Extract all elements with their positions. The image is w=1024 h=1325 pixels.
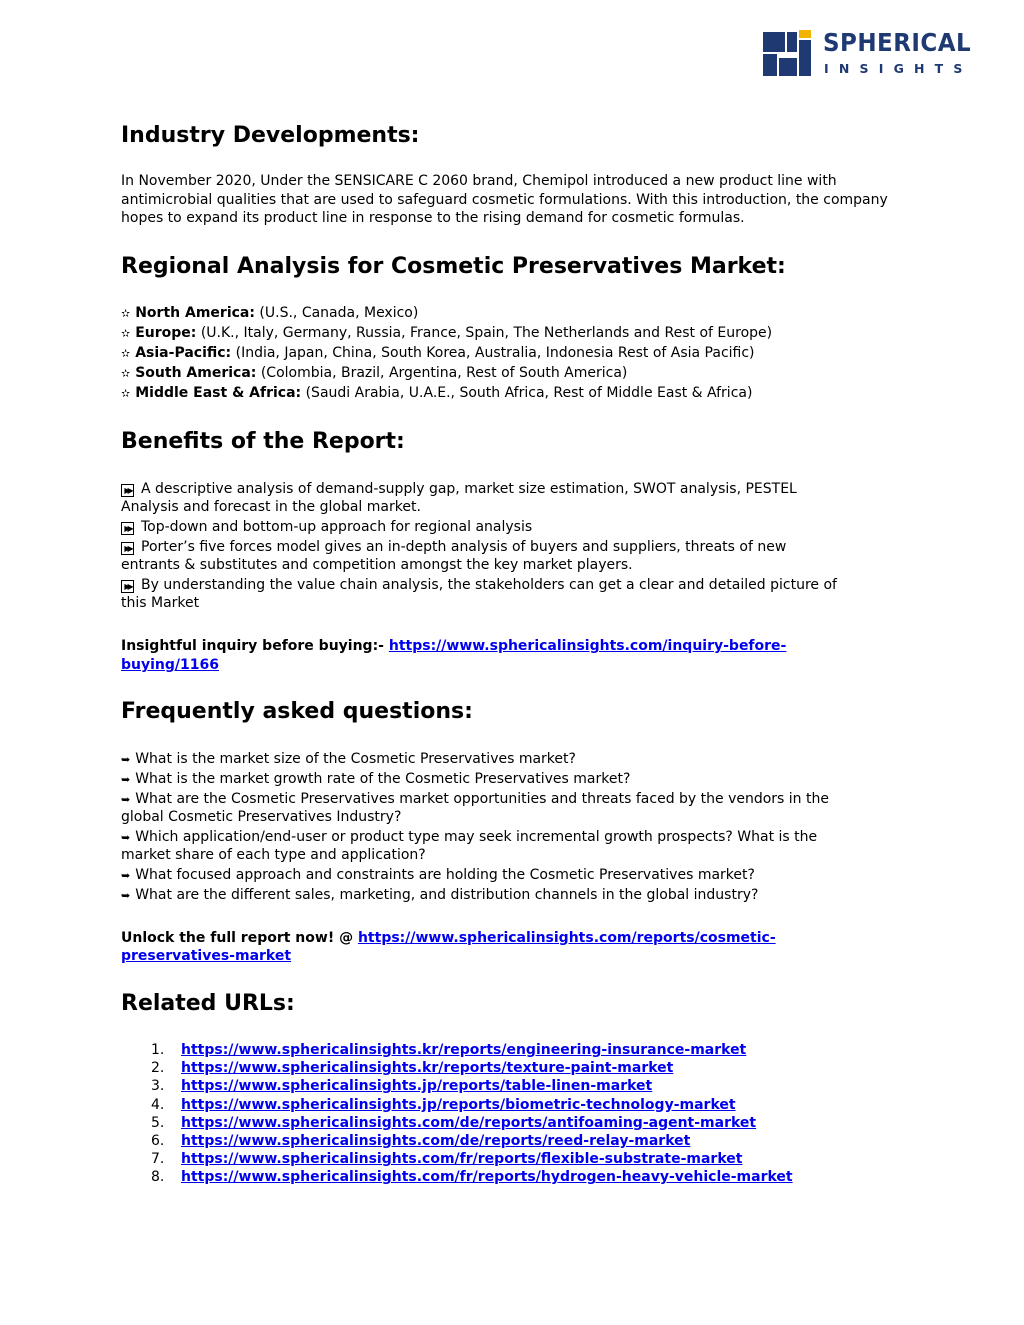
related-url-link[interactable]: https://www.sphericalinsights.kr/reports/engineering-insurance-market — [181, 1042, 747, 1058]
region-countries: (U.S., Canada, Mexico) — [254, 305, 419, 321]
related-url-link[interactable]: https://www.sphericalinsights.com/fr/reports/hydrogen-heavy-vehicle-market — [181, 1169, 793, 1186]
arrow-bullet-icon: ➥ — [121, 831, 131, 844]
unlock-line-2 — [121, 947, 291, 965]
faq-question-continued: global Cosmetic Preservatives Industry? — [121, 809, 402, 825]
star-bullet-icon: ✫ — [121, 347, 131, 360]
faq-item — [121, 770, 630, 789]
benefit-text: A descriptive analysis of demand-supply gap, market size estimation, SWOT analysis, PESTEL — [141, 481, 797, 497]
arrow-bullet-icon: ➥ — [121, 773, 131, 786]
related-url-link[interactable]: https://www.sphericalinsights.com/fr/reports/flexible-substrate-market — [181, 1151, 743, 1168]
region-countries: (India, Japan, China, South Korea, Australia, Indonesia Rest of Asia Pacific) — [231, 345, 755, 361]
benefit-text: Top-down and bottom-up approach for regional analysis — [141, 519, 533, 535]
arrow-bullet-icon: ➥ — [121, 889, 131, 902]
region-name: Middle East & Africa: — [135, 385, 302, 401]
star-bullet-icon: ✫ — [121, 387, 131, 400]
region-countries: (Colombia, Brazil, Argentina, Rest of South America) — [256, 365, 628, 381]
fast-forward-icon: ▶▶ — [121, 522, 134, 535]
related-heading: Related URLs: — [121, 991, 295, 1016]
faq-heading: Frequently asked questions: — [121, 699, 473, 724]
related-url-number: 2. — [151, 1060, 165, 1077]
unlock-link-continued[interactable]: preservatives-market — [121, 948, 292, 964]
related-url-item — [121, 1150, 793, 1168]
industry-paragraph: In November 2020, Under the SENSICARE C 2060 brand, Chemipol introduced a new product line with antimicrobial qualities that are used to safeguard cosmetic formulations. With this introduction, the company hopes to expand its product line in response to the rising demand for cosmetic formulas. — [121, 173, 888, 226]
region-countries: (U.K., Italy, Germany, Russia, France, Spain, The Netherlands and Rest of Europe) — [196, 325, 773, 341]
related-urls-list — [121, 1041, 793, 1187]
related-url-item — [121, 1096, 793, 1114]
unlock-label: Unlock the full report now! @ — [121, 930, 358, 946]
fast-forward-icon: ▶▶ — [121, 580, 134, 593]
faq-item — [121, 886, 758, 905]
related-url-link[interactable]: https://www.sphericalinsights.kr/reports/texture-paint-market — [181, 1060, 674, 1077]
star-bullet-icon: ✫ — [121, 367, 131, 380]
related-url-number: 7. — [151, 1151, 165, 1168]
related-url-link[interactable]: https://www.sphericalinsights.com/de/reports/antifoaming-agent-market — [181, 1114, 757, 1131]
faq-item — [121, 790, 829, 809]
benefit-text-continued: entrants & substitutes and competition amongst the key market players. — [121, 557, 633, 573]
faq-question: What is the market size of the Cosmetic Preservatives market? — [135, 751, 576, 767]
fast-forward-icon: ▶▶ — [121, 542, 134, 555]
regional-item — [121, 304, 418, 323]
region-name: Asia-Pacific: — [135, 345, 232, 361]
brand-logo — [763, 30, 978, 78]
regional-heading: Regional Analysis for Cosmetic Preservatives Market: — [121, 254, 786, 279]
related-url-item — [121, 1168, 793, 1186]
related-url-number: 3. — [151, 1078, 165, 1095]
related-url-number: 5. — [151, 1114, 165, 1131]
benefit-text-continued: Analysis and forecast in the global market. — [121, 499, 421, 515]
related-url-link[interactable]: https://www.sphericalinsights.jp/reports/table-linen-market — [181, 1078, 653, 1095]
related-url-number: 1. — [151, 1042, 165, 1058]
regional-item — [121, 344, 755, 363]
related-url-number: 4. — [151, 1096, 165, 1113]
related-url-link[interactable]: https://www.sphericalinsights.jp/reports/biometric-technology-market — [181, 1096, 736, 1113]
faq-question: What are the Cosmetic Preservatives market opportunities and threats faced by the vendors in the — [135, 791, 829, 807]
star-bullet-icon: ✫ — [121, 307, 131, 320]
faq-item — [121, 866, 755, 885]
faq-question: Which application/end-user or product type may seek incremental growth prospects? What is the — [135, 829, 818, 845]
faq-item — [121, 828, 817, 847]
faq-question: What focused approach and constraints are holding the Cosmetic Preservatives market? — [135, 867, 755, 883]
benefit-text: By understanding the value chain analysis, the stakeholders can get a clear and detailed picture of — [141, 577, 837, 593]
related-url-item — [121, 1114, 793, 1132]
industry-heading: Industry Developments: — [121, 123, 420, 148]
benefit-item — [121, 576, 837, 594]
region-name: South America: — [135, 365, 257, 381]
star-bullet-icon: ✫ — [121, 327, 131, 340]
arrow-bullet-icon: ➥ — [121, 753, 131, 766]
faq-item — [121, 750, 576, 769]
benefit-text: Porter’s five forces model gives an in-depth analysis of buyers and suppliers, threats of new — [141, 539, 787, 555]
regional-item — [121, 324, 772, 343]
region-countries: (Saudi Arabia, U.A.E., South Africa, Rest of Middle East & Africa) — [301, 385, 753, 401]
related-url-link[interactable]: https://www.sphericalinsights.com/de/reports/reed-relay-market — [181, 1133, 691, 1150]
inquiry-link-continued[interactable]: buying/1166 — [121, 657, 219, 673]
benefit-text-continued: this Market — [121, 595, 200, 611]
regional-item — [121, 384, 752, 403]
brand-subname: INSIGHTS — [824, 61, 973, 76]
inquiry-label: Insightful inquiry before buying:- — [121, 638, 389, 654]
inquiry-link[interactable]: https://www.sphericalinsights.com/inquiry-before- — [388, 638, 787, 654]
regional-item — [121, 364, 627, 383]
unlock-line — [121, 929, 776, 947]
faq-question: What is the market growth rate of the Cosmetic Preservatives market? — [135, 771, 631, 787]
benefits-heading: Benefits of the Report: — [121, 429, 405, 454]
related-url-item — [121, 1077, 793, 1095]
inquiry-line-2 — [121, 656, 219, 674]
brand-name: SPHERICAL — [823, 28, 972, 57]
related-url-number: 8. — [151, 1169, 165, 1186]
related-url-item — [121, 1132, 793, 1150]
region-name: Europe: — [135, 325, 197, 341]
arrow-bullet-icon: ➥ — [121, 869, 131, 882]
related-url-item — [121, 1041, 793, 1059]
inquiry-line — [121, 637, 786, 655]
spherical-insights-logo-mark-icon — [763, 30, 811, 76]
benefit-item — [121, 480, 797, 498]
related-url-number: 6. — [151, 1133, 165, 1150]
benefit-item — [121, 518, 532, 536]
unlock-link[interactable]: https://www.sphericalinsights.com/reports/cosmetic- — [357, 930, 776, 946]
region-name: North America: — [135, 305, 255, 321]
faq-question: What are the different sales, marketing, and distribution channels in the global industry? — [135, 887, 759, 903]
benefit-item — [121, 538, 786, 556]
arrow-bullet-icon: ➥ — [121, 793, 131, 806]
related-url-item — [121, 1059, 793, 1077]
faq-question-continued: market share of each type and application? — [121, 847, 426, 863]
fast-forward-icon: ▶▶ — [121, 484, 134, 497]
